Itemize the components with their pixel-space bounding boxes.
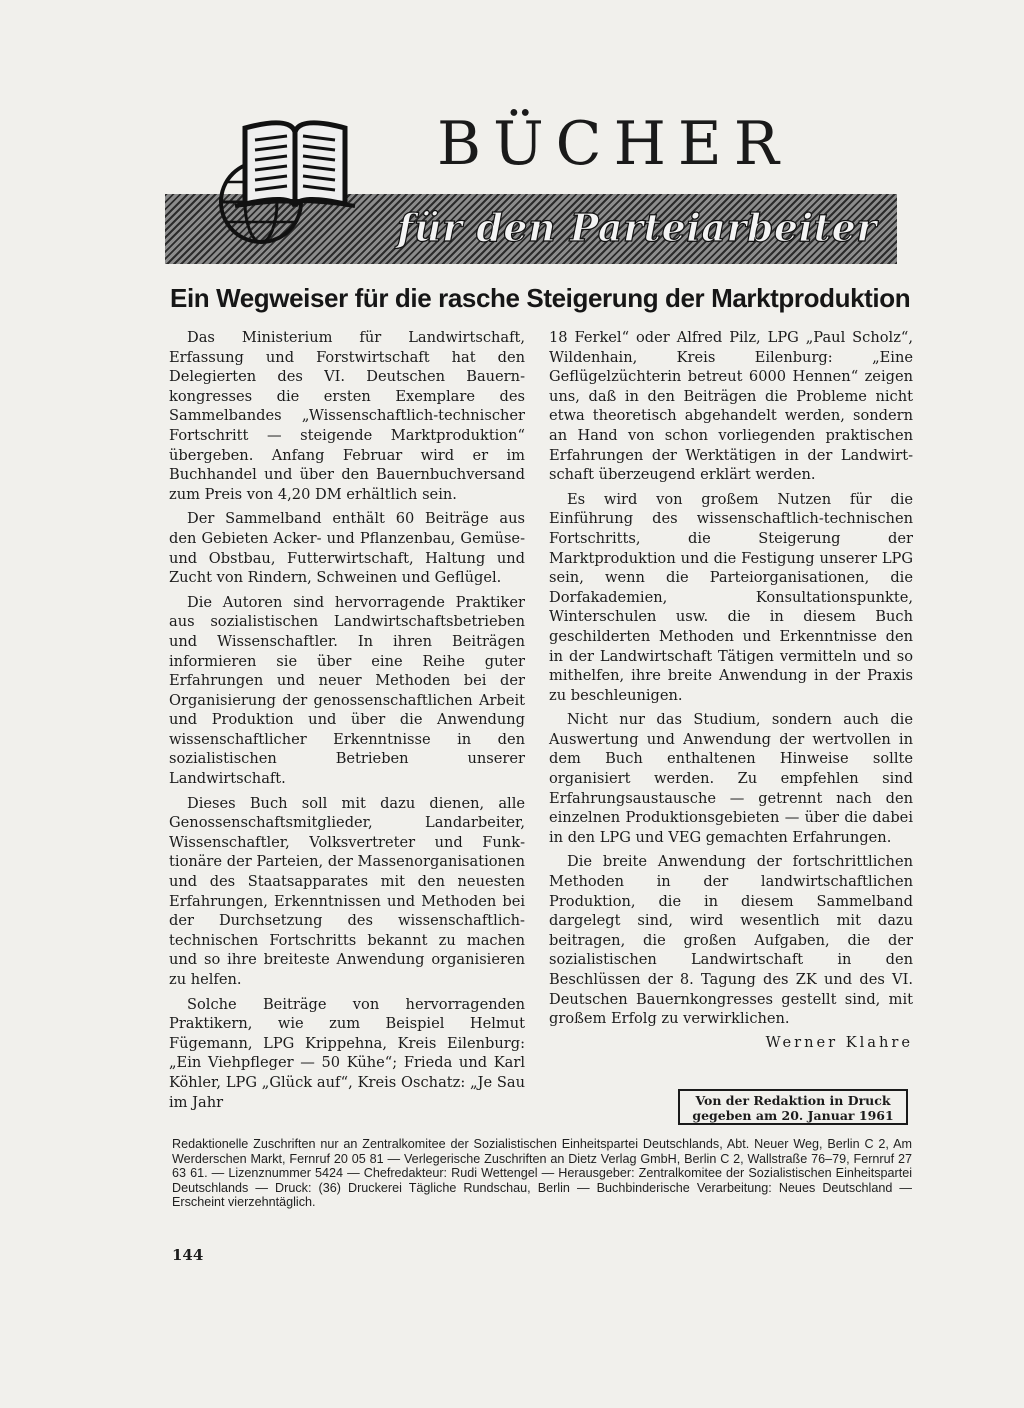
release-line-2: gegeben am 20. Januar 1961 — [692, 1108, 894, 1123]
article-column-left — [169, 328, 525, 1112]
release-date-box — [678, 1089, 908, 1125]
paragraph: Das Ministerium für Landwirtschaft, Erfassung und Forstwirtschaft hat den Delegierten des VI. Deutschen Bauernkongresses die ersten Exemplare des Sammelbandes „Wissenschaftlich-technischer Fortschritt — steigende Marktproduktion“ übergeben. Anfang Februar wird er im Buchhandel und über den Bauernbuchversand zum Preis von 4,20 DM erhältlich sein. — [169, 329, 525, 503]
article-headline: Ein Wegweiser für die rasche Steigerung der Marktproduktion — [170, 283, 911, 313]
paragraph: Die Autoren sind hervorragende Praktiker aus sozialistischen Landwirtschaftsbetrieben und Wissenschaftler. In ihren Beiträgen informieren sie über eine Reihe guter Erfahrungen und neuer Methoden bei der Organisierung der genossenschaftlichen Arbeit und Produktion und über die Anwendung wissenschaftlicher Erkenntnisse in den sozialistischen Betrieben unserer Landwirtschaft. — [169, 593, 525, 788]
article-column-right — [549, 328, 913, 1052]
book-globe-icon — [215, 110, 375, 264]
release-line-1: Von der Redaktion in Druck — [695, 1093, 891, 1108]
paragraph: Es wird von großem Nutzen für die Einführung des wissenschaftlich-technischen Fortschritts, die Steigerung der Marktproduktion und die Festigung unserer LPG sein, wenn die Parteiorganisationen, die Dorfakademien, Konsultationspunkte, Winterschulen usw. die in diesem Buch geschilderten Methoden und Erkenntnisse den in der Landwirtschaft Tätigen vermitteln und so mithelfen, ihre breite Anwendung in der Praxis zu beschleunigen. — [549, 490, 913, 704]
paragraph: Nicht nur das Studium, sondern auch die Auswertung und Anwendung der wertvollen in dem Buch enthaltenen Hinweise sollte organisiert werden. Zu empfehlen sind Erfahrungsaustausche — getrennt nach den einzelnen Produktionsgebieten — über die dabei in den LPG und VEG gemachten Erfahrungen. — [549, 711, 913, 846]
masthead-title: BÜCHER — [437, 109, 791, 179]
imprint — [172, 1137, 912, 1210]
imprint-text: Redaktionelle Zuschriften nur an Zentralkomitee der Sozialistischen Einheitspartei Deutschlands, Abt. Neuer Weg, Berlin C 2, Am Werderschen Markt, Fernruf 20 05 81 — Verlegerische Zuschriften an Dietz Verlag GmbH, Berlin C 2, Wallstraße 76–79, Fernruf 27 63 61. — Lizenznummer 5424 — Chefredakteur: Rudi Wettengel — Herausgeber: Zentralkomitee der Sozialistischen Einheitspartei Deutschlands — Druck: (36) Druckerei Tägliche Rundschau, Berlin — Buchbinderische Verarbeitung: Neues Deutschland — Erscheint vierzehntäglich. — [172, 1137, 912, 1210]
paragraph: Solche Beiträge von hervorragenden Praktikern, wie zum Beispiel Helmut Fügemann, LPG Krippehna, Kreis Eilenburg: „Ein Viehpfleger — 50 Kühe“; Frieda und Karl Köhler, LPG „Glück auf“, Kreis Oschatz: „Je Sau im Jahr — [169, 995, 525, 1111]
books-masthead — [165, 102, 897, 264]
paragraph: 18 Ferkel“ oder Alfred Pilz, LPG „Paul Scholz“, Wildenhain, Kreis Eilenburg: „Eine Geflügelzüchterin betreut 6000 Hennen“ zeigen uns, daß in den Beiträgen die Probleme nicht etwa theoretisch abgehandelt werden, sondern an Hand von schon vorliegenden praktischen Erfahrungen der Werktätigen in der Landwirtschaft überzeugend erklärt werden. — [549, 329, 913, 484]
paragraph: Dieses Buch soll mit dazu dienen, alle Genossenschaftsmitglieder, Landarbeiter, Wissenschaftler, Volksvertreter und Funktionäre der Parteien, der Massenorganisationen und des Staatsapparates mit den neuesten Erfahrungen, Erkenntnissen und Methoden bei der Durchsetzung des wissenschaftlich-technischen Fortschritts bekannt zu machen und so ihre breiteste Anwendung organisieren zu helfen. — [169, 794, 525, 988]
masthead-subtitle: für den Parteiarbeiter — [397, 205, 877, 250]
paragraph: Die breite Anwendung der fortschrittlichen Methoden in der landwirtschaftlichen Produktion, die in diesem Sammelband dargelegt sind, wird wesentlich mit dazu beitragen, die großen Aufgaben, die der sozialistischen Landwirtschaft in den Beschlüssen der 8. Tagung des ZK und des VI. Deutschen Bauernkongresses gestellt sind, mit großem Erfolg zu verwirklichen. — [549, 853, 913, 1028]
author-signature: Werner Klahre — [765, 1033, 913, 1051]
paragraph: Der Sammelband enthält 60 Beiträge aus den Gebieten Acker- und Pflanzenbau, Gemüse- und Obstbau, Futterwirtschaft, Haltung und Zucht von Rindern, Schweinen und Geflügel. — [169, 510, 525, 587]
page-number: 144 — [172, 1246, 204, 1264]
